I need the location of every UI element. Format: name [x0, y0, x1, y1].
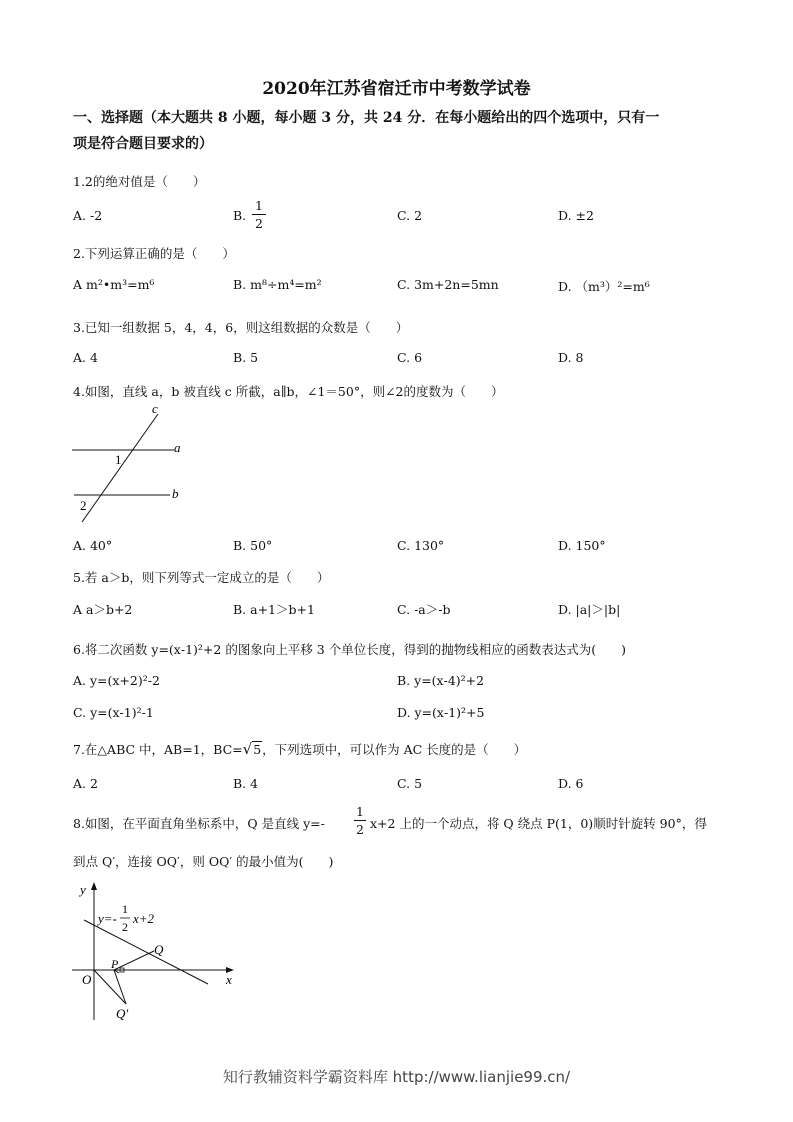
label-angle-1: 1 — [115, 452, 122, 467]
q8-stem-line2: 到点 Q′，连接 OQ′，则 OQ′ 的最小值为( ) — [73, 854, 334, 869]
q3-option-a: A. 4 — [73, 350, 98, 365]
q1-option-d: D. ±2 — [558, 208, 594, 223]
label-q-prime: Q′ — [116, 1006, 129, 1021]
q5-option-d: D. |a|＞|b| — [558, 602, 621, 617]
q6-option-a: A. y=(x+2)²‐2 — [73, 673, 160, 688]
q5-stem: 5.若 a＞b，则下列等式一定成立的是（ ） — [73, 570, 330, 585]
label-o: O — [82, 972, 92, 987]
q1-option-b-fraction — [252, 198, 266, 231]
q7-stem — [73, 740, 526, 758]
q8-stem-fraction — [354, 804, 366, 837]
q1-stem: 1.2的绝对值是（ ） — [73, 174, 206, 189]
q2-option-b: B. m⁸÷m⁴=m² — [233, 277, 322, 292]
q6-option-b: B. y=(x‐4)²+2 — [397, 673, 485, 688]
q7-option-b: B. 4 — [233, 776, 259, 791]
segment-oq-prime — [94, 970, 126, 1004]
q7-option-d: D. 6 — [558, 776, 584, 791]
q1-option-c: C. 2 — [397, 208, 423, 223]
q7-radicand: 5 — [253, 742, 262, 757]
label-b: b — [172, 486, 179, 501]
segment-pq — [114, 951, 154, 970]
label-p: P — [111, 957, 119, 971]
q7-option-a: A. 2 — [73, 776, 98, 791]
q6-option-c: C. y=(x‐1)²‐1 — [73, 705, 154, 720]
label-equation-pre: y=‐ — [98, 911, 117, 926]
section-heading — [73, 105, 733, 157]
q3-option-c: C. 6 — [397, 350, 423, 365]
q6-option-d: D. y=(x‐1)²+5 — [397, 705, 485, 720]
q2-option-c: C. 3m+2n=5mn — [397, 277, 499, 292]
line-c — [82, 414, 158, 522]
q3-option-d: D. 8 — [558, 350, 584, 365]
label-c: c — [152, 401, 158, 416]
label-q: Q — [154, 942, 164, 957]
q4-option-a: A. 40° — [73, 538, 113, 553]
footer-watermark: 知行教辅资料学霸资料库 http://www.lianjie99.cn/ — [222, 1068, 571, 1086]
section-heading-line1: 一、选择题（本大题共 8 小题，每小题 3 分，共 24 分．在每小题给出的四个选项中，只有一 — [73, 110, 660, 126]
label-a: a — [174, 440, 181, 455]
q5-option-b: B. a+1＞b+1 — [233, 602, 315, 617]
q8-figure — [66, 880, 246, 1030]
q6-stem: 6.将二次函数 y=(x‐1)²+2 的图象向上平移 3 个单位长度，得到的抛物线相应的函数表达式为( ) — [73, 642, 626, 657]
label-y: y — [80, 882, 86, 897]
y-axis-arrow-icon — [91, 882, 97, 890]
q8-stem-pre: 8.如图，在平面直角坐标系中，Q 是直线 y=‐ — [73, 816, 325, 831]
q7-option-c: C. 5 — [397, 776, 423, 791]
q1-fraction-numerator: 1 — [255, 198, 263, 213]
q3-option-b: B. 5 — [233, 350, 259, 365]
q7-stem-pre: 7.在△ABC 中，AB=1，BC= — [73, 742, 243, 757]
q1-fraction-denominator: 2 — [255, 216, 263, 231]
q2-stem: 2.下列运算正确的是（ ） — [73, 246, 235, 261]
q4-figure — [68, 400, 198, 528]
q2-option-a: A m²•m³=m⁶ — [73, 277, 155, 292]
q8-stem-post: x+2 上的一个动点，将 Q 绕点 P(1，0)顺时针旋转 90°，得 — [370, 816, 707, 831]
q7-stem-post: ，下列选项中，可以作为 AC 长度的是（ ） — [262, 742, 527, 757]
section-heading-line2: 项是符合题目要求的） — [73, 136, 213, 152]
q4-stem: 4.如图，直线 a，b 被直线 c 所截，a∥b，∠1＝50°，则∠2的度数为（ ） — [73, 384, 504, 399]
label-equation-den: 2 — [122, 920, 128, 934]
line-graph — [84, 920, 208, 984]
q3-stem: 3.已知一组数据 5，4，4，6，则这组数据的众数是（ ） — [73, 320, 409, 335]
label-equation-post: x+2 — [133, 911, 155, 926]
q1-option-a: A. ‐2 — [73, 208, 103, 223]
q8-fraction-denominator: 2 — [356, 822, 364, 837]
label-x: x — [226, 972, 232, 987]
label-angle-2: 2 — [80, 498, 87, 513]
q5-option-c: C. ‐a＞‐b — [397, 602, 451, 617]
sqrt-symbol: √ — [242, 740, 253, 758]
q5-option-a: A a＞b+2 — [73, 602, 133, 617]
page-title: 2020年江苏省宿迁市中考数学试卷 — [262, 79, 531, 99]
segment-pq-prime — [114, 970, 126, 1004]
q2-option-d: D. （m³）²=m⁶ — [558, 279, 650, 294]
q4-option-d: D. 150° — [558, 538, 606, 553]
label-equation-num: 1 — [122, 902, 128, 916]
q4-option-b: B. 50° — [233, 538, 273, 553]
q4-option-c: C. 130° — [397, 538, 445, 553]
q8-fraction-numerator: 1 — [356, 804, 364, 819]
q1-option-b-label: B. — [233, 208, 247, 223]
